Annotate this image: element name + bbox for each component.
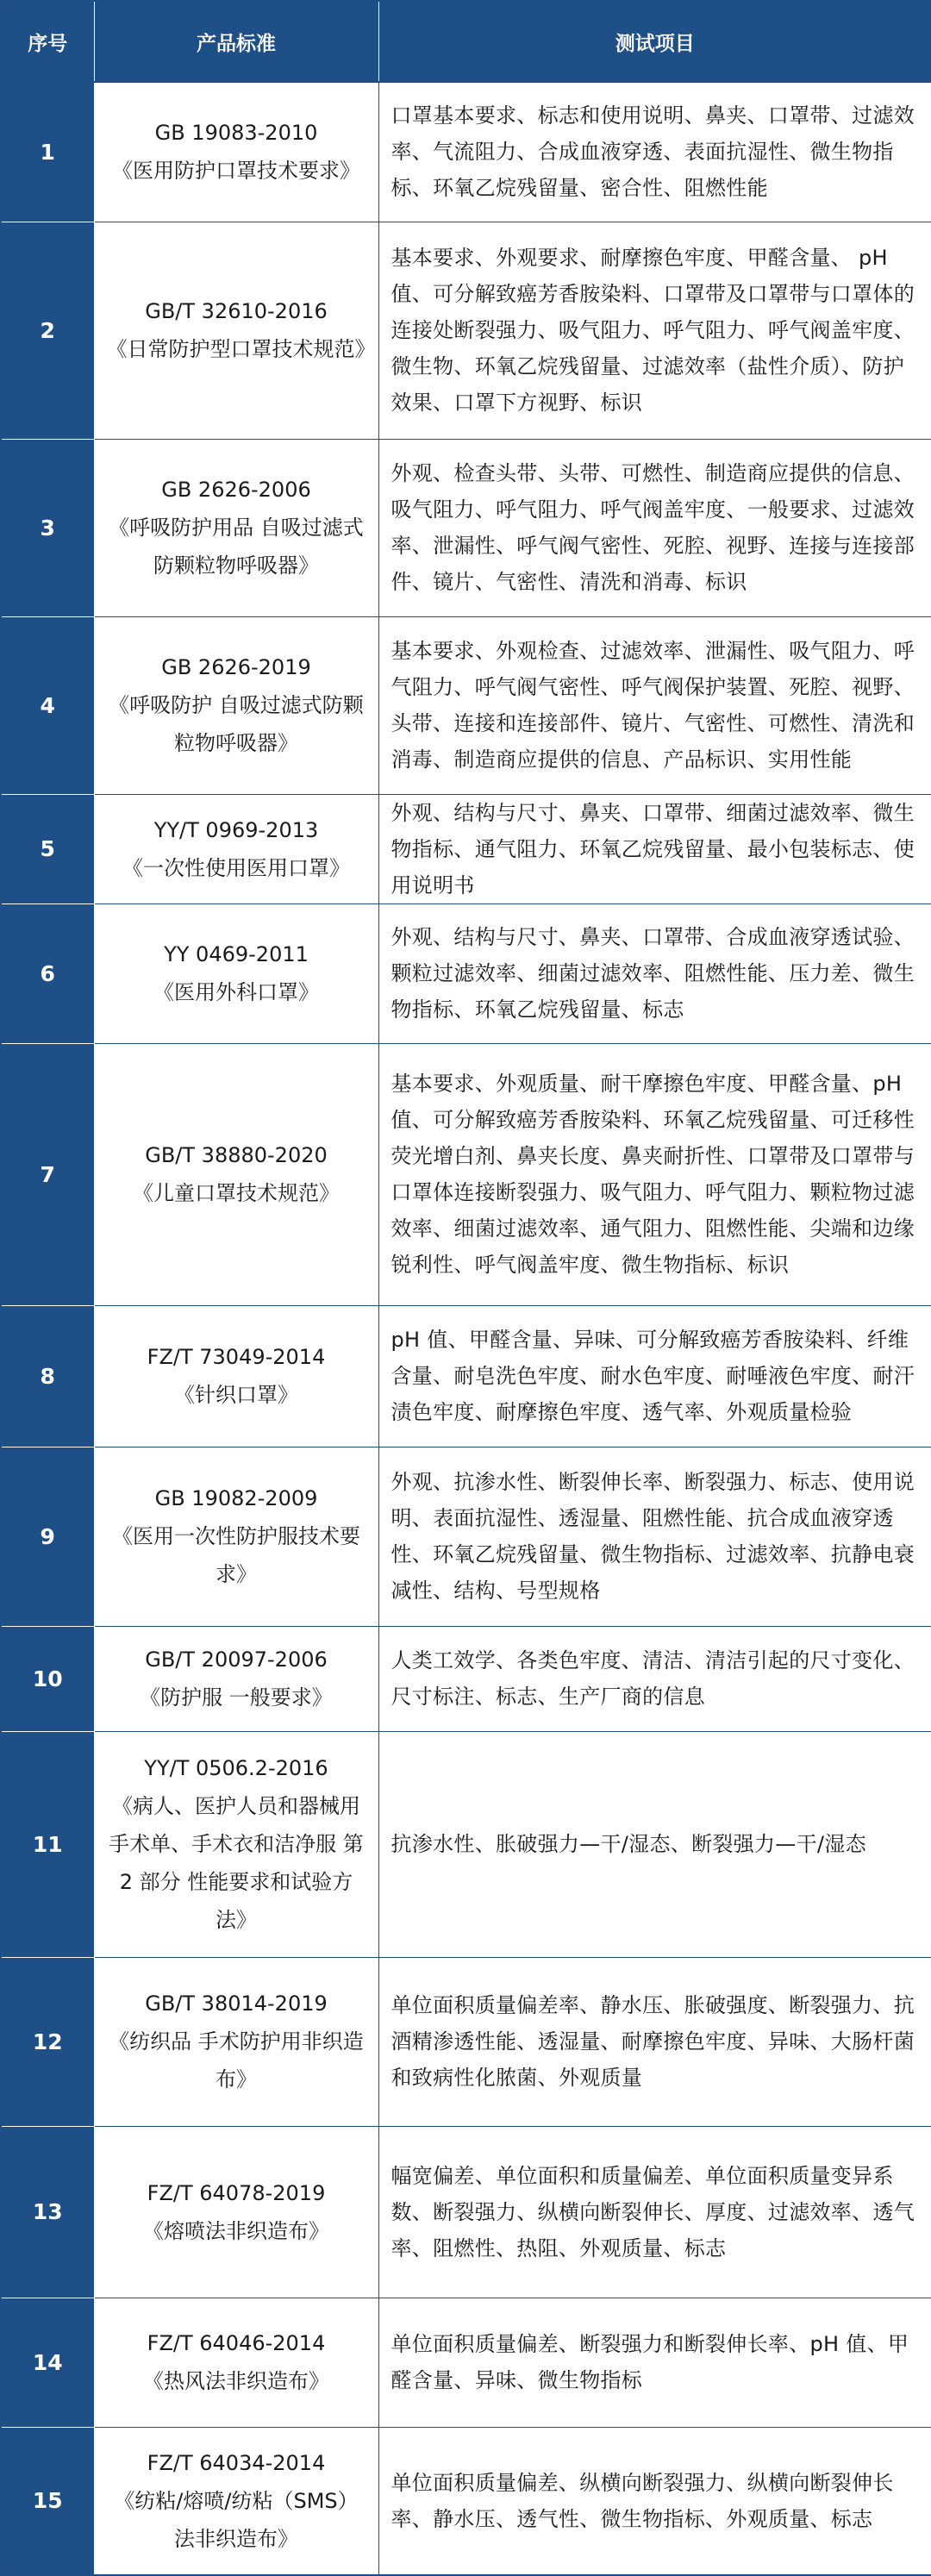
table-row	[1, 903, 931, 1043]
row-number: 15	[1, 2427, 94, 2575]
standard-cell	[94, 1731, 378, 1957]
standard-name: 《呼吸防护 自吸过滤式防颗粒物呼吸器》	[109, 693, 364, 755]
standard-name: 《纺粘/熔喷/纺粘（SMS）法非织造布》	[114, 2488, 359, 2551]
table-row	[1, 222, 931, 439]
standard-code: GB 2626-2019	[161, 655, 311, 679]
standard-code: GB/T 38880-2020	[145, 1143, 328, 1167]
row-number: 13	[1, 2126, 94, 2298]
standard-code: FZ/T 64078-2019	[147, 2180, 326, 2205]
standard-name: 《熔喷法非织造布》	[143, 2218, 329, 2243]
table-row	[1, 1447, 931, 1626]
standard-name: 《日常防护型口罩技术规范》	[106, 337, 376, 361]
test-items: 外观、结构与尺寸、鼻夹、口罩带、细菌过滤效率、微生物指标、通气阻力、环氧乙烷残留量、最小包装标志、使用说明书	[378, 794, 931, 903]
table-row	[1, 439, 931, 616]
test-items: pH 值、甲醛含量、异味、可分解致癌芳香胺染料、纤维含量、耐皂洗色牢度、耐水色牢度、耐唾液色牢度、耐汗渍色牢度、耐摩擦色牢度、透气率、外观质量检验	[378, 1305, 931, 1447]
standard-code: GB 2626-2006	[161, 478, 311, 502]
standard-name: 《医用外科口罩》	[153, 980, 319, 1004]
test-items: 外观、结构与尺寸、鼻夹、口罩带、合成血液穿透试验、颗粒过滤效率、细菌过滤效率、阻燃性能、压力差、微生物指标、环氧乙烷残留量、标志	[378, 903, 931, 1043]
standard-code: GB/T 38014-2019	[145, 1991, 328, 2016]
table-header-row	[1, 1, 931, 82]
row-number: 2	[1, 222, 94, 439]
row-number: 10	[1, 1626, 94, 1731]
standard-cell	[94, 2427, 378, 2575]
standard-name: 《医用一次性防护服技术要求》	[112, 1524, 360, 1586]
row-number: 12	[1, 1957, 94, 2126]
standard-name: 《医用防护口罩技术要求》	[112, 159, 360, 184]
standard-cell	[94, 222, 378, 439]
standard-code: YY 0469-2011	[164, 942, 309, 966]
standard-cell	[94, 2298, 378, 2427]
test-items: 基本要求、外观要求、耐摩擦色牢度、甲醛含量、 pH 值、可分解致癌芳香胺染料、口罩带及口罩带与口罩体的连接处断裂强力、吸气阻力、呼气阻力、呼气阀盖牢度、微生物、环氧乙烷残留量、过滤效率（盐性介质）、防护效果、口罩下方视野、标识	[378, 222, 931, 439]
test-items: 口罩基本要求、标志和使用说明、鼻夹、口罩带、过滤效率、气流阻力、合成血液穿透、表面抗湿性、微生物指标、环氧乙烷残留量、密合性、阻燃性能	[378, 82, 931, 222]
table-row	[1, 1731, 931, 1957]
standard-cell	[94, 1043, 378, 1305]
standard-name: 《一次性使用医用口罩》	[122, 855, 350, 880]
standard-cell	[94, 82, 378, 222]
table-row	[1, 2427, 931, 2575]
row-number: 6	[1, 903, 94, 1043]
table-row	[1, 794, 931, 903]
row-number: 1	[1, 82, 94, 222]
row-number: 9	[1, 1447, 94, 1626]
standard-code: GB/T 20097-2006	[145, 1648, 328, 1672]
table-row	[1, 1957, 931, 2126]
test-items: 单位面积质量偏差、纵横向断裂强力、纵横向断裂伸长率、静水压、透气性、微生物指标、外观质量、标志	[378, 2427, 931, 2575]
standard-name: 《儿童口罩技术规范》	[133, 1181, 340, 1205]
test-items: 幅宽偏差、单位面积和质量偏差、单位面积质量变异系数、断裂强力、纵横向断裂伸长、厚度、过滤效率、透气率、阻燃性、热阻、外观质量、标志	[378, 2126, 931, 2298]
test-items: 基本要求、外观质量、耐干摩擦色牢度、甲醛含量、pH 值、可分解致癌芳香胺染料、环氧乙烷残留量、可迁移性荧光增白剂、鼻夹长度、鼻夹耐折性、口罩带及口罩带与口罩体连接断裂强力、吸气阻力、呼气阻力、颗粒物过滤效率、细菌过滤效率、通气阻力、阻燃性能、尖端和边缘锐利性、呼气阀盖牢度、微生物指标、标识	[378, 1043, 931, 1305]
test-items: 单位面积质量偏差、断裂强力和断裂伸长率、pH 值、甲醛含量、异味、微生物指标	[378, 2298, 931, 2427]
standard-name: 《纺织品 手术防护用非织造布》	[109, 2029, 364, 2091]
table-row	[1, 1626, 931, 1731]
header-product-standard: 产品标准	[94, 1, 378, 82]
standard-code: GB/T 32610-2016	[145, 299, 328, 323]
standard-cell	[94, 794, 378, 903]
standard-code: YY/T 0506.2-2016	[144, 1756, 328, 1780]
table-row	[1, 1043, 931, 1305]
row-number: 11	[1, 1731, 94, 1957]
header-test-items: 测试项目	[378, 1, 931, 82]
standard-name: 《呼吸防护用品 自吸过滤式防颗粒物呼吸器》	[109, 516, 364, 578]
table-row	[1, 616, 931, 794]
row-number: 14	[1, 2298, 94, 2427]
test-items: 外观、检查头带、头带、可燃性、制造商应提供的信息、吸气阻力、呼气阻力、呼气阀盖牢度、一般要求、过滤效率、泄漏性、呼气阀气密性、死腔、视野、连接与连接部件、镜片、气密性、清洗和消毒、标识	[378, 439, 931, 616]
standard-code: FZ/T 73049-2014	[147, 1345, 326, 1369]
standard-cell	[94, 1305, 378, 1447]
standard-code: FZ/T 64034-2014	[147, 2450, 326, 2475]
standard-cell	[94, 439, 378, 616]
standard-code: FZ/T 64046-2014	[147, 2331, 326, 2355]
table-row	[1, 82, 931, 222]
row-number: 8	[1, 1305, 94, 1447]
standard-cell	[94, 2126, 378, 2298]
test-items: 抗渗水性、胀破强力—干/湿态、断裂强力—干/湿态	[378, 1731, 931, 1957]
standard-name: 《针织口罩》	[174, 1383, 298, 1407]
row-number: 3	[1, 439, 94, 616]
test-items: 基本要求、外观检查、过滤效率、泄漏性、吸气阻力、呼气阻力、呼气阀气密性、呼气阀保护装置、死腔、视野、头带、连接和连接部件、镜片、气密性、可燃性、清洗和消毒、制造商应提供的信息、产品标识、实用性能	[378, 616, 931, 794]
table-row	[1, 2298, 931, 2427]
standard-cell	[94, 903, 378, 1043]
standard-cell	[94, 616, 378, 794]
standard-name: 《防护服 一般要求》	[140, 1685, 333, 1710]
standard-name: 《热风法非织造布》	[143, 2369, 329, 2393]
row-number: 7	[1, 1043, 94, 1305]
standard-code: GB 19083-2010	[154, 121, 318, 146]
standard-name: 《病人、医护人员和器械用手术单、手术衣和洁净服 第 2 部分 性能要求和试验方法》	[109, 1794, 364, 1932]
standard-cell	[94, 1957, 378, 2126]
standard-cell	[94, 1626, 378, 1731]
test-items: 人类工效学、各类色牢度、清洁、清洁引起的尺寸变化、尺寸标注、标志、生产厂商的信息	[378, 1626, 931, 1731]
table-row	[1, 1305, 931, 1447]
table-row	[1, 2126, 931, 2298]
standard-code: YY/T 0969-2013	[153, 817, 319, 842]
standard-cell	[94, 1447, 378, 1626]
row-number: 5	[1, 794, 94, 903]
test-items: 外观、抗渗水性、断裂伸长率、断裂强力、标志、使用说明、表面抗湿性、透湿量、阻燃性能、抗合成血液穿透性、环氧乙烷残留量、微生物指标、过滤效率、抗静电衰减性、结构、号型规格	[378, 1447, 931, 1626]
header-serial-number: 序号	[1, 1, 94, 82]
standard-code: GB 19082-2009	[154, 1486, 318, 1510]
row-number: 4	[1, 616, 94, 794]
test-items: 单位面积质量偏差率、静水压、胀破强度、断裂强力、抗酒精渗透性能、透湿量、耐摩擦色牢度、异味、大肠杆菌和致病性化脓菌、外观质量	[378, 1957, 931, 2126]
